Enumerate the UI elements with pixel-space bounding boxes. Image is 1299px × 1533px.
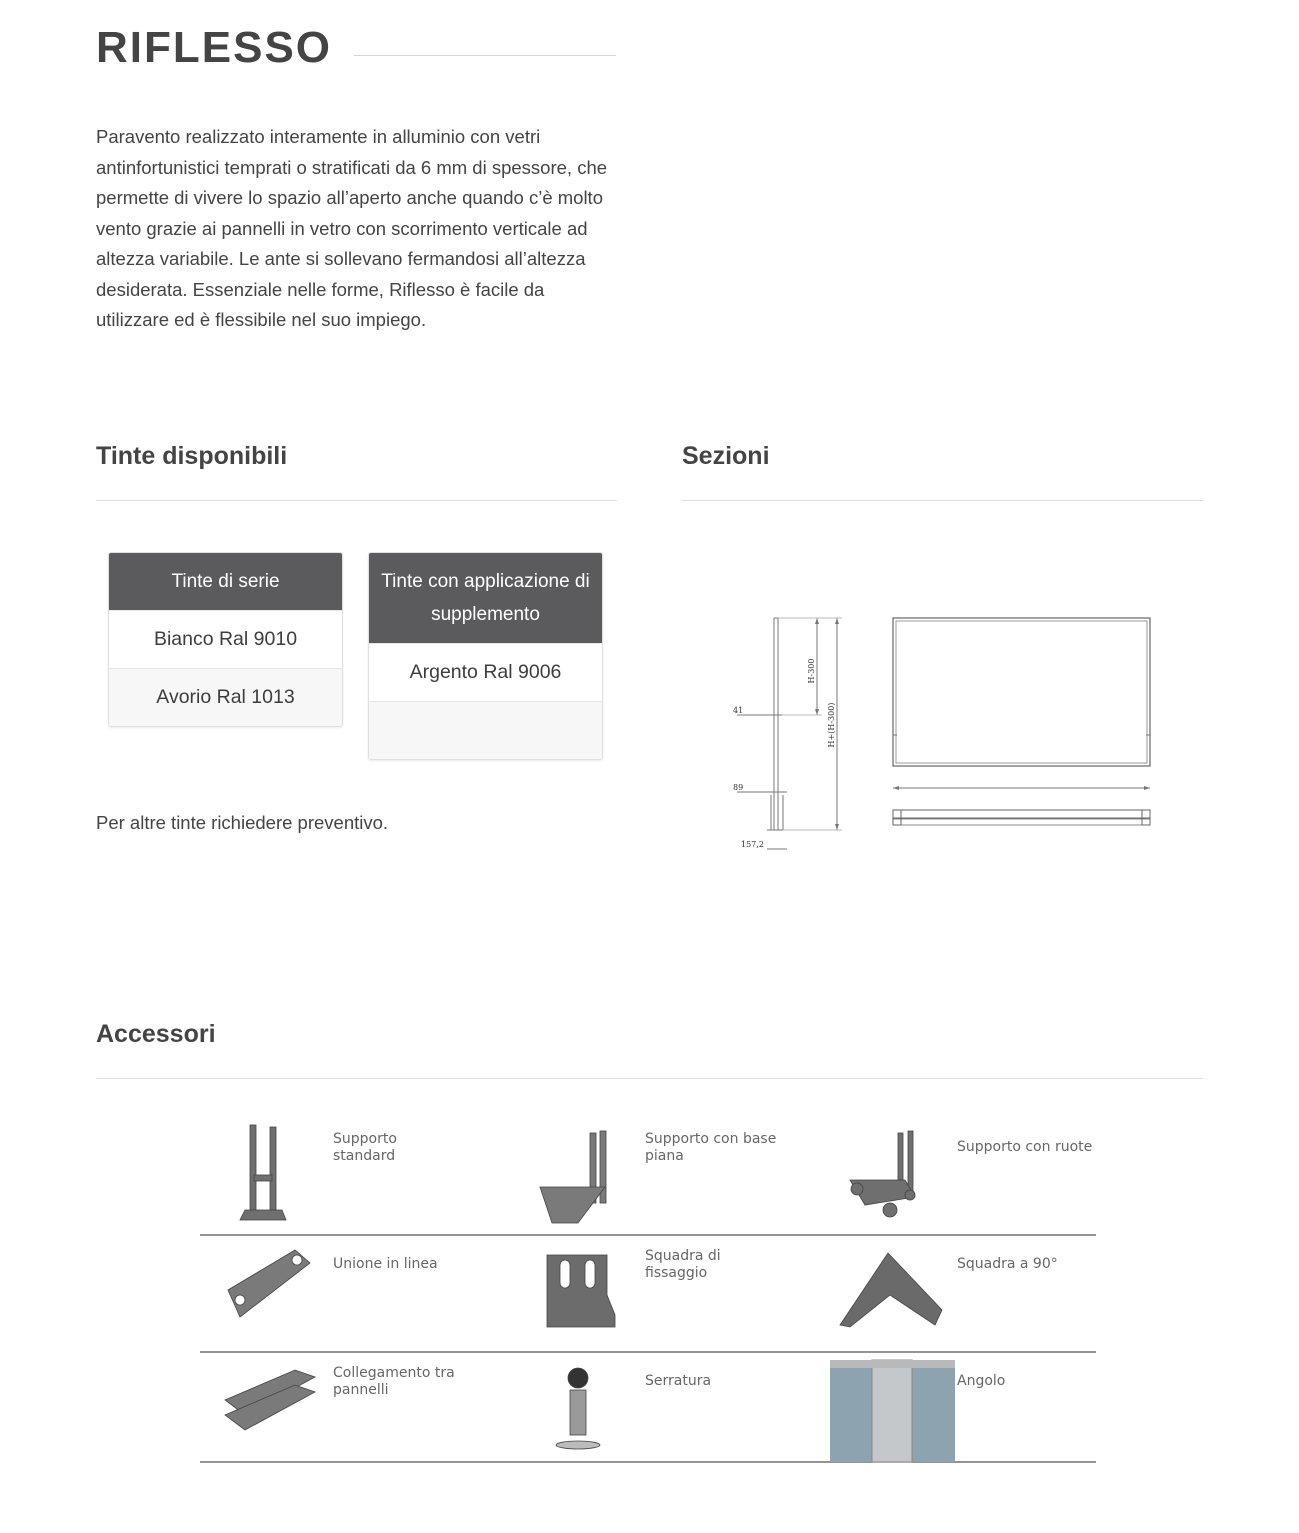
acc-label: Supporto con base [645,1131,777,1147]
page-title: RIFLESSO [96,23,333,72]
dim-label-h300: H-300 [807,658,816,684]
title-divider [354,55,616,56]
sezioni-heading: Sezioni [682,442,770,470]
fixing-bracket-icon [547,1255,615,1327]
corner-icon [830,1360,955,1462]
support-wheels-icon [850,1131,915,1217]
sezioni-divider [682,500,1203,501]
section-drawing [727,605,1167,860]
dim-label-41: 41 [733,706,744,715]
inline-joint-icon [228,1250,310,1317]
support-standard-icon [240,1125,286,1220]
accessori-divider [96,1078,1203,1079]
tinte-supplemento-header: Tinte con applicazione di supplemento [369,553,602,643]
tinte-supplemento-table [368,552,603,760]
acc-label: Supporto [333,1131,397,1147]
tinte-supplemento-item [369,701,602,759]
tinte-serie-item: Bianco Ral 9010 [109,610,342,668]
dim-label-157: 157,2 [741,840,764,849]
acc-label: Collegamento tra [333,1365,455,1381]
tinte-supplemento-item: Argento Ral 9006 [369,643,602,701]
support-flat-base-icon [540,1131,606,1223]
lock-icon [556,1368,600,1449]
acc-label: Angolo [957,1373,1006,1389]
title-row [96,22,616,74]
tinte-heading: Tinte disponibili [96,442,288,470]
acc-label: standard [333,1148,396,1164]
acc-label: Unione in linea [333,1256,438,1272]
tinte-serie-header: Tinte di serie [109,553,342,610]
accessories-grid [200,1115,1096,1467]
tinte-note: Per altre tinte richiedere preventivo. [96,812,389,833]
acc-label: fissaggio [645,1265,708,1281]
tinte-serie-table [108,552,343,727]
bracket-90-icon [840,1253,942,1327]
tinte-serie-item: Avorio Ral 1013 [109,668,342,726]
product-description: Paravento realizzato interamente in alluminio con vetri antinfortunistici temprati o stratificati da 6 mm di spessore, che permette di vivere lo spazio all’aperto anche quando c’è molto vento grazie ai pannelli in vetro con scorrimento verticale ad altezza variabile. Le ante si sollevano fermandosi all’altezza desiderata. Essenziale nelle forme, Riflesso è facile da utilizzare ed è flessibile nel suo impiego. [96,126,608,330]
acc-label: Serratura [645,1373,712,1389]
acc-label: Squadra a 90° [957,1256,1058,1272]
acc-label: piana [645,1148,684,1164]
accessori-heading: Accessori [96,1020,216,1048]
dim-label-total: H+(H-300) [827,702,836,748]
tinte-divider [96,500,617,501]
dim-label-89: 89 [733,783,744,792]
acc-label: pannelli [333,1382,389,1398]
acc-label: Supporto con ruote [957,1139,1093,1155]
acc-label: Squadra di [645,1248,721,1264]
panel-connector-icon [225,1370,315,1430]
